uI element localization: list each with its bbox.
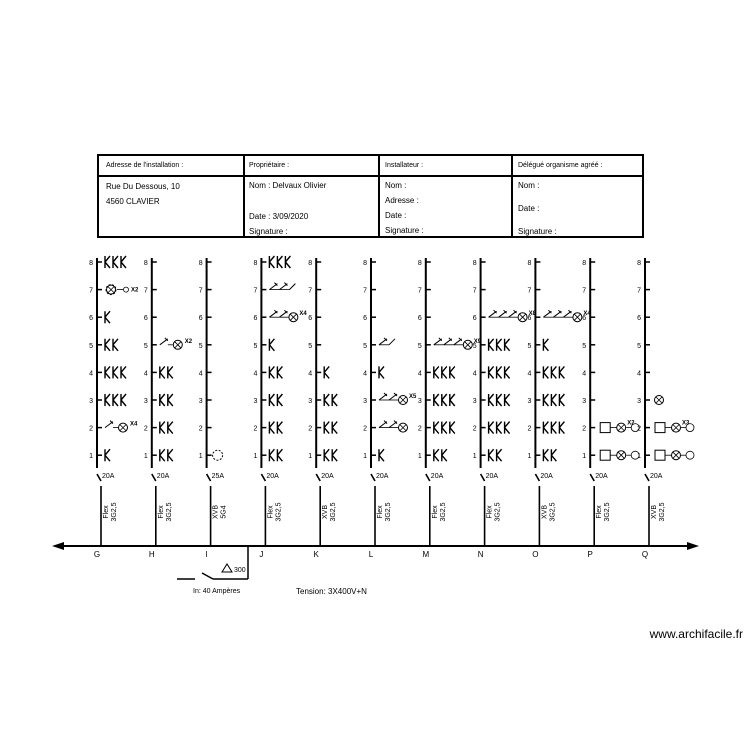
point-number: 1 (363, 453, 367, 461)
socket-icon (543, 422, 548, 434)
point-number: 6 (198, 315, 203, 323)
socket-icon (497, 422, 502, 434)
socket-icon (105, 311, 110, 323)
socket-icon (379, 366, 384, 378)
point-icon (124, 287, 129, 292)
circuit-k (308, 258, 337, 559)
socket-icon (497, 394, 502, 406)
socket-icon (113, 394, 118, 406)
socket-icon (160, 422, 165, 434)
socket-icon (269, 366, 274, 378)
circuit-letter: K (313, 550, 319, 559)
socket-icon (489, 366, 494, 378)
point-number: 4 (527, 370, 532, 378)
point-number: 6 (582, 315, 587, 323)
multiplier-label: X2 (131, 287, 139, 294)
point-number: 3 (89, 398, 93, 405)
point-number: 4 (417, 370, 422, 378)
point-number: 2 (143, 425, 148, 433)
point-number: 7 (472, 287, 477, 295)
circuit-letter: H (148, 550, 155, 559)
socket-icon (105, 394, 110, 406)
point-number: 5 (253, 342, 258, 350)
socket-icon (434, 394, 439, 406)
header-delegate: Délégué organisme agréé : (518, 162, 603, 169)
switch-icon (509, 310, 517, 317)
point-number: 8 (198, 260, 203, 267)
switch-icon (444, 338, 452, 345)
socket-icon (559, 422, 564, 434)
point-number: 4 (198, 370, 203, 378)
cable-section: 3G2,5 (165, 502, 173, 522)
installer-signature: Signature : (385, 226, 424, 235)
circuit-l (363, 258, 417, 559)
breaker-rating: 20A (376, 473, 389, 480)
socket-icon (442, 422, 447, 434)
point-number: 7 (143, 287, 148, 295)
socket-icon (277, 366, 282, 378)
point-number: 6 (363, 315, 367, 323)
socket-icon (269, 394, 274, 406)
socket-icon (489, 394, 494, 406)
cable-type: Flex (596, 505, 604, 519)
point-number: 2 (472, 425, 477, 433)
point-number: 6 (637, 315, 641, 323)
hob-outlet-icon (213, 450, 223, 460)
cable-type: Flex (157, 505, 165, 519)
socket-icon (505, 422, 510, 434)
point-number: 3 (472, 398, 477, 405)
socket-icon (450, 366, 455, 378)
point-number: 2 (637, 425, 641, 433)
socket-icon (277, 394, 282, 406)
point-number: 8 (143, 260, 148, 267)
point-number: 6 (89, 315, 93, 323)
point-number: 2 (363, 425, 367, 433)
point-number: 8 (472, 260, 477, 267)
breaker-icon (261, 474, 265, 481)
breaker-rating: 20A (595, 473, 608, 480)
socket-icon (324, 394, 329, 406)
socket-icon (450, 422, 455, 434)
socket-icon (285, 256, 290, 268)
point-number: 4 (89, 370, 93, 378)
multiplier-label: X4 (299, 311, 307, 318)
multiplier-label: X3 (682, 420, 690, 427)
delegate-name: Nom : (518, 181, 540, 190)
lamp-icon (686, 451, 694, 459)
socket-icon (551, 422, 556, 434)
point-number: 3 (417, 398, 422, 405)
circuit-letter: M (422, 550, 430, 559)
point-number: 5 (637, 342, 641, 350)
tension-label: Tension: 3X400V+N (296, 587, 367, 596)
cable-type: XVB (322, 504, 330, 520)
socket-icon (168, 449, 173, 461)
point-number: 5 (417, 342, 422, 350)
owner-date: Date : 3/09/2020 (249, 212, 309, 221)
detector-box-icon (600, 450, 610, 460)
switch-icon (160, 338, 168, 345)
point-number: 5 (582, 342, 587, 350)
point-number: 6 (527, 315, 532, 323)
installer-date: Date : (385, 211, 407, 220)
installer-address: Adresse : (385, 196, 419, 205)
point-number: 6 (308, 315, 313, 323)
point-number: 3 (308, 398, 313, 405)
circuit-p (582, 258, 639, 559)
socket-icon (105, 256, 110, 268)
socket-icon (505, 394, 510, 406)
socket-icon (489, 449, 494, 461)
socket-icon (551, 366, 556, 378)
delegate-date: Date : (518, 204, 540, 213)
socket-icon (121, 394, 126, 406)
socket-icon (113, 339, 118, 351)
breaker-icon (97, 474, 101, 481)
point-number: 2 (582, 425, 587, 433)
busbar-arrow-right-icon (687, 542, 699, 550)
point-number: 8 (582, 260, 587, 267)
point-number: 7 (89, 287, 93, 295)
circuit-h (144, 258, 193, 559)
breaker-icon (371, 474, 375, 481)
socket-icon (160, 449, 165, 461)
address-line: 4560 CLAVIER (106, 197, 160, 206)
point-number: 2 (308, 425, 313, 433)
multiplier-label: X5 (409, 394, 417, 400)
cable-section: 3G2,5 (385, 502, 392, 522)
detector-box-icon (655, 450, 665, 460)
main-switch-rating: In: 40 Ampères (193, 588, 241, 595)
point-number: 8 (527, 260, 532, 267)
breaker-rating: 20A (430, 473, 444, 480)
breaker-rating: 20A (102, 473, 115, 480)
point-number: 5 (143, 342, 148, 350)
breaker-rating: 20A (156, 473, 170, 480)
socket-icon (489, 339, 494, 351)
header-address: Adresse de l'installation : (106, 162, 184, 169)
switch-icon (279, 283, 287, 290)
point-number: 1 (143, 453, 148, 461)
point-number: 6 (143, 315, 148, 323)
socket-icon (551, 449, 556, 461)
point-number: 6 (253, 315, 258, 323)
point-number: 8 (253, 260, 258, 267)
point-number: 1 (253, 453, 258, 461)
socket-icon (332, 394, 337, 406)
circuit-n (473, 258, 537, 559)
point-number: 7 (308, 287, 313, 295)
point-number: 7 (198, 287, 203, 295)
switch-icon (379, 393, 387, 400)
switch-icon (269, 310, 277, 317)
socket-icon (543, 366, 548, 378)
point-number: 5 (308, 342, 313, 350)
switch-icon (289, 284, 295, 290)
switch-icon (379, 338, 387, 345)
cable-type: Flex (486, 505, 494, 519)
multiplier-label: X2 (184, 338, 193, 345)
circuit-m (418, 258, 482, 559)
point-number: 1 (89, 453, 93, 461)
point-number: 2 (89, 425, 93, 433)
switch-icon (105, 421, 113, 428)
socket-icon (497, 366, 502, 378)
socket-icon (489, 422, 494, 434)
circuit-letter: L (368, 550, 374, 559)
switch-icon (269, 283, 277, 290)
point-number: 4 (363, 370, 367, 378)
socket-icon (168, 394, 173, 406)
socket-icon (168, 366, 173, 378)
multiplier-label: X4 (583, 311, 591, 318)
multiplier-label: X4 (130, 421, 138, 428)
socket-icon (168, 422, 173, 434)
socket-icon (277, 422, 282, 434)
socket-icon (332, 449, 337, 461)
breaker-rating: 20A (321, 473, 334, 480)
cable-type: XVB (541, 504, 549, 520)
point-number: 5 (198, 342, 203, 350)
point-number: 3 (527, 398, 532, 405)
socket-icon (543, 449, 548, 461)
breaker-icon (426, 474, 430, 481)
breaker-rating: 20A (540, 473, 553, 480)
cable-type: Flex (377, 505, 384, 519)
delegate-signature: Signature : (518, 227, 557, 236)
point-number: 7 (363, 287, 367, 295)
socket-icon (269, 256, 274, 268)
socket-icon (324, 422, 329, 434)
point-number: 3 (363, 398, 367, 405)
switch-icon (389, 393, 397, 400)
socket-icon (269, 339, 274, 351)
point-number: 8 (89, 260, 93, 267)
point-number: 5 (363, 342, 367, 350)
breaker-icon (152, 474, 156, 481)
socket-icon (113, 366, 118, 378)
owner-signature: Signature : (249, 227, 288, 236)
differential-value: 300 (234, 567, 246, 574)
socket-icon (324, 449, 329, 461)
socket-icon (277, 449, 282, 461)
breaker-icon (590, 474, 594, 481)
watermark: www.archifacile.fr (649, 627, 743, 641)
point-number: 1 (417, 453, 422, 461)
circuit-q (637, 258, 694, 559)
socket-icon (442, 366, 447, 378)
point-number: 7 (637, 287, 641, 295)
switch-icon (454, 338, 462, 345)
socket-icon (497, 449, 502, 461)
cable-type: Flex (431, 505, 439, 519)
address-line: Rue Du Dessous, 10 (106, 182, 180, 191)
detector-box-icon (600, 423, 610, 433)
socket-icon (332, 422, 337, 434)
point-number: 2 (527, 425, 532, 433)
point-number: 4 (582, 370, 587, 378)
point-number: 8 (363, 260, 367, 267)
breaker-rating: 20A (266, 473, 279, 480)
multiplier-label: X9 (473, 338, 482, 345)
circuit-letter: O (532, 550, 539, 559)
point-number: 1 (582, 453, 587, 461)
point-number: 4 (143, 370, 148, 378)
multiplier-label: X8 (528, 311, 536, 318)
switch-icon (434, 338, 442, 345)
circuit-letter: J (259, 550, 264, 559)
point-number: 3 (637, 398, 641, 405)
point-number: 3 (198, 398, 203, 405)
point-number: 7 (417, 287, 422, 295)
cable-section: 3G2,5 (275, 502, 283, 522)
socket-icon (551, 394, 556, 406)
detector-box-icon (655, 423, 665, 433)
socket-icon (160, 366, 165, 378)
point-number: 8 (637, 260, 641, 267)
point-number: 5 (527, 342, 532, 350)
socket-icon (105, 449, 110, 461)
socket-icon (105, 339, 110, 351)
breaker-rating: 25A (211, 473, 225, 480)
point-number: 3 (253, 398, 258, 405)
switch-icon (389, 339, 395, 345)
cable-section: 3G2,5 (549, 502, 557, 522)
switch-icon (499, 310, 507, 317)
switch-icon (563, 310, 571, 317)
point-number: 5 (89, 342, 93, 350)
point-number: 1 (308, 453, 313, 461)
busbar-arrow-left-icon (52, 542, 64, 550)
socket-icon (505, 339, 510, 351)
cable-section: 3G2,5 (439, 502, 447, 522)
cable-section: 3G2,5 (604, 502, 612, 522)
owner-name: Nom : Delvaux Olivier (249, 181, 327, 190)
point-number: 7 (527, 287, 532, 295)
socket-icon (505, 366, 510, 378)
point-number: 2 (253, 425, 258, 433)
socket-icon (121, 366, 126, 378)
breaker-icon (316, 474, 320, 481)
switch-icon (553, 310, 561, 317)
point-number: 2 (417, 425, 422, 433)
circuit-j (253, 256, 307, 559)
header-installer: Installateur : (385, 162, 424, 169)
socket-icon (450, 394, 455, 406)
circuit-letter: I (205, 550, 208, 559)
point-number: 3 (582, 398, 587, 405)
circuit-o (527, 258, 591, 559)
socket-icon (442, 394, 447, 406)
point-number: 4 (472, 370, 477, 378)
circuit-i (199, 258, 228, 559)
multiplier-label: X2 (627, 420, 635, 427)
socket-icon (269, 449, 274, 461)
cable-section: 3G2,5 (659, 502, 666, 522)
point-number: 2 (198, 425, 203, 433)
switch-icon (543, 310, 551, 317)
circuit-letter: N (477, 550, 484, 559)
point-number: 1 (198, 453, 203, 461)
breaker-icon (481, 474, 485, 481)
circuit-letter: P (587, 550, 593, 559)
point-number: 8 (417, 260, 422, 267)
point-number: 4 (637, 370, 641, 378)
breaker-icon (645, 474, 649, 481)
socket-icon (379, 449, 384, 461)
socket-icon (559, 394, 564, 406)
point-number: 4 (308, 370, 313, 378)
point-number: 4 (253, 370, 258, 378)
point-number: 6 (417, 315, 422, 323)
socket-icon (434, 422, 439, 434)
point-number: 1 (527, 453, 532, 461)
installer-name: Nom : (385, 181, 407, 190)
socket-icon (497, 339, 502, 351)
switch-icon (489, 310, 497, 317)
circuit-g (89, 256, 139, 559)
socket-icon (559, 366, 564, 378)
point-number: 6 (472, 315, 477, 323)
switch-icon (389, 421, 397, 428)
point-number: 7 (582, 287, 587, 295)
cable-type: Flex (103, 505, 110, 519)
breaker-icon (207, 474, 211, 481)
cable-section: 3G2,5 (494, 502, 502, 522)
socket-icon (105, 366, 110, 378)
socket-icon (324, 366, 329, 378)
point-number: 1 (472, 453, 477, 461)
header-owner: Propriétaire : (249, 162, 290, 169)
switch-icon (279, 310, 287, 317)
point-number: 5 (472, 342, 477, 350)
point-number: 1 (637, 453, 641, 461)
socket-icon (543, 394, 548, 406)
cable-section: 3G2,5 (330, 502, 338, 522)
socket-icon (442, 449, 447, 461)
breaker-rating: 20A (650, 473, 663, 480)
cable-type: XVB (212, 504, 220, 520)
point-number: 3 (143, 398, 148, 405)
cable-type: XVB (651, 504, 658, 520)
breaker-rating: 20A (485, 473, 499, 480)
socket-icon (269, 422, 274, 434)
cable-section: 5G4 (220, 505, 228, 519)
socket-icon (434, 449, 439, 461)
socket-icon (277, 256, 282, 268)
circuit-letter: G (93, 550, 101, 559)
main-switch (177, 546, 248, 595)
breaker-icon (535, 474, 539, 481)
point-number: 7 (253, 287, 258, 295)
cable-type: Flex (267, 505, 275, 519)
socket-icon (121, 256, 126, 268)
socket-icon (543, 339, 548, 351)
main-switch-blade (202, 573, 213, 579)
socket-icon (113, 256, 118, 268)
circuit-letter: Q (641, 550, 649, 559)
cable-section: 3G2,5 (111, 502, 118, 522)
socket-icon (160, 394, 165, 406)
switch-icon (379, 421, 387, 428)
socket-icon (434, 366, 439, 378)
differential-triangle-icon (222, 564, 232, 572)
point-number: 8 (308, 260, 313, 267)
